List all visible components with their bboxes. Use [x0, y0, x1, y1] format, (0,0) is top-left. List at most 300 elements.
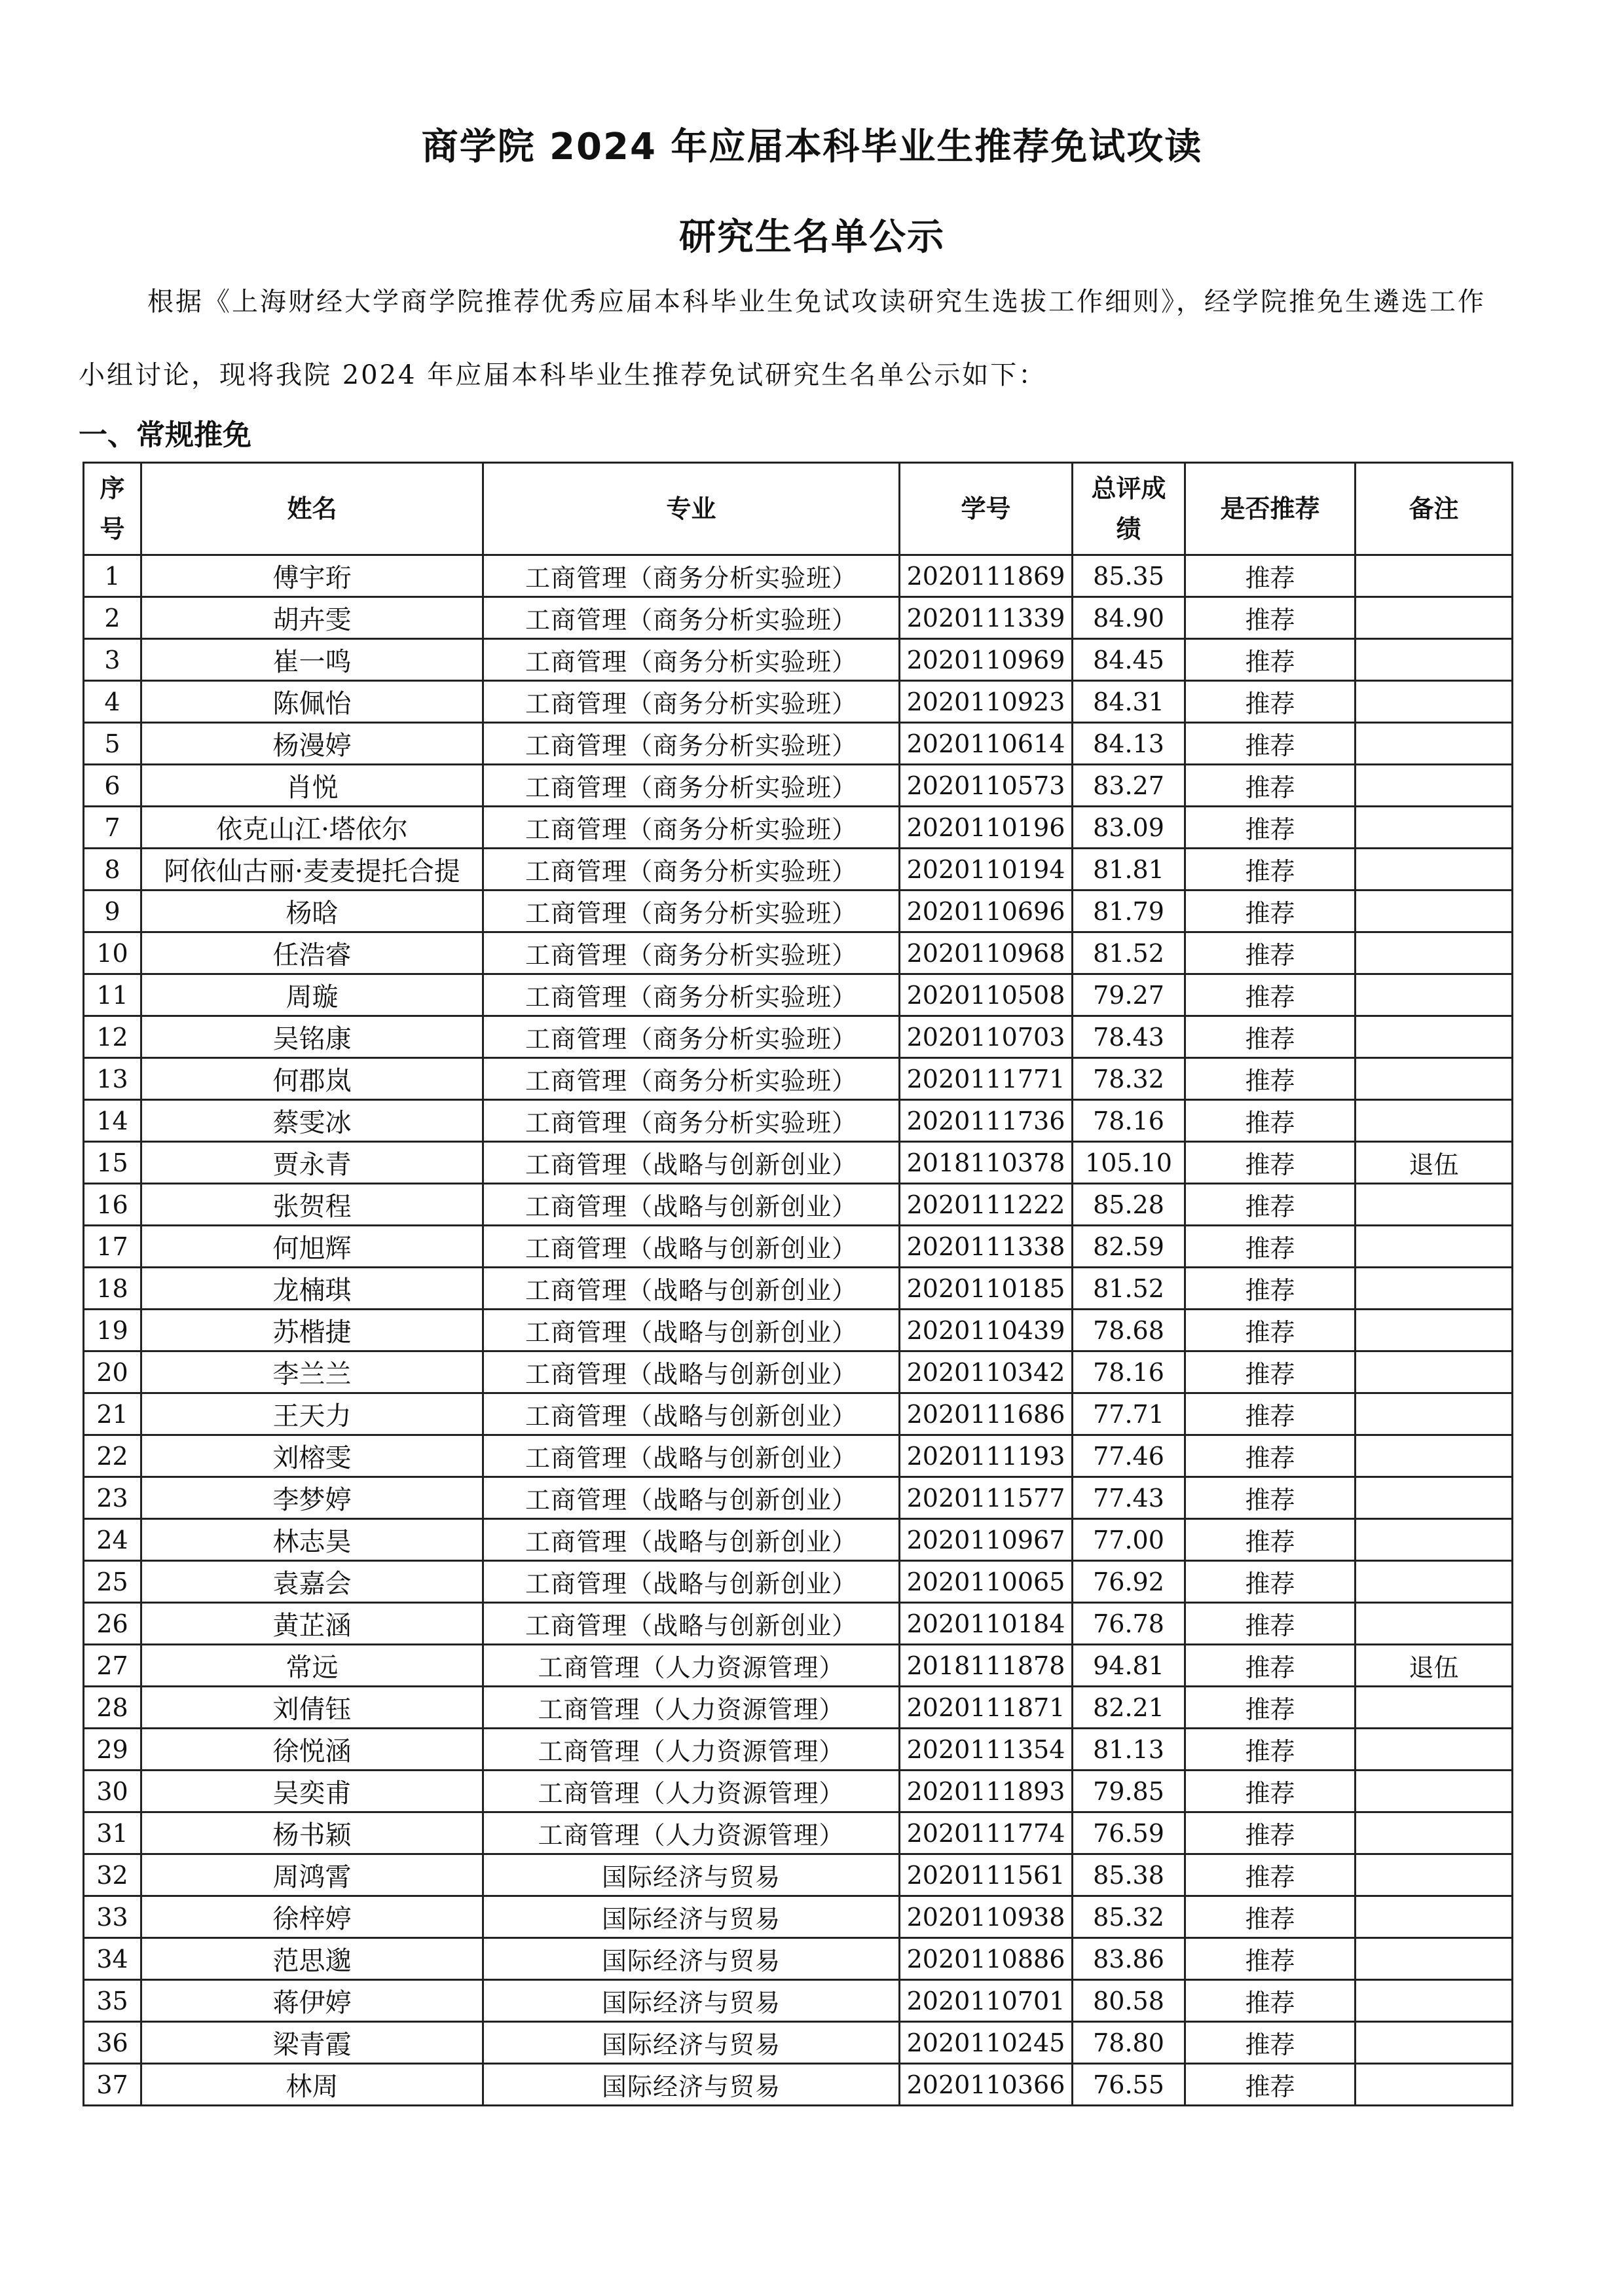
cell-recommended: 推荐	[1185, 2064, 1356, 2106]
cell-score: 85.28	[1073, 1184, 1185, 1226]
cell-score: 76.78	[1073, 1603, 1185, 1645]
table-row	[84, 890, 1513, 932]
cell-recommended: 推荐	[1185, 1184, 1356, 1226]
cell-name: 贾永青	[141, 1142, 483, 1184]
table-row	[84, 1268, 1513, 1310]
cell-remark	[1356, 1184, 1513, 1226]
cell-major: 国际经济与贸易	[483, 1896, 900, 1938]
cell-remark	[1356, 555, 1513, 597]
cell-remark	[1356, 1812, 1513, 1854]
cell-index: 19	[84, 1310, 141, 1351]
cell-score: 76.92	[1073, 1561, 1185, 1603]
cell-name: 刘榕雯	[141, 1435, 483, 1477]
cell-major: 工商管理（商务分析实验班）	[483, 849, 900, 890]
cell-recommended: 推荐	[1185, 723, 1356, 765]
cell-score: 78.43	[1073, 1016, 1185, 1058]
cell-remark	[1356, 1058, 1513, 1100]
cell-recommended: 推荐	[1185, 1812, 1356, 1854]
cell-student-id: 2020110065	[900, 1561, 1073, 1603]
table-row	[84, 1058, 1513, 1100]
cell-major: 工商管理（商务分析实验班）	[483, 681, 900, 723]
cell-recommended: 推荐	[1185, 1771, 1356, 1812]
cell-index: 4	[84, 681, 141, 723]
cell-major: 工商管理（商务分析实验班）	[483, 639, 900, 681]
cell-major: 国际经济与贸易	[483, 1854, 900, 1896]
table-row	[84, 1435, 1513, 1477]
cell-remark	[1356, 974, 1513, 1016]
cell-name: 蒋伊婷	[141, 1980, 483, 2022]
cell-student-id: 2020111869	[900, 555, 1073, 597]
cell-recommended: 推荐	[1185, 1016, 1356, 1058]
intro-paragraph: 根据《上海财经大学商学院推荐优秀应届本科毕业生免试攻读研究生选拔工作细则》，经学院推免生遴选工作小组讨论，现将我院 2024 年应届本科毕业生推荐免试研究生名单公示如下：	[79, 287, 1486, 390]
cell-name: 黄芷涵	[141, 1603, 483, 1645]
cell-score: 83.86	[1073, 1938, 1185, 1980]
cell-remark	[1356, 1561, 1513, 1603]
header-score: 总评成绩	[1073, 463, 1185, 555]
cell-major: 工商管理（人力资源管理）	[483, 1645, 900, 1687]
cell-recommended: 推荐	[1185, 1477, 1356, 1519]
cell-student-id: 2020111893	[900, 1771, 1073, 1812]
cell-remark	[1356, 1519, 1513, 1561]
cell-index: 32	[84, 1854, 141, 1896]
cell-student-id: 2020111774	[900, 1812, 1073, 1854]
cell-student-id: 2020110185	[900, 1268, 1073, 1310]
cell-recommended: 推荐	[1185, 1519, 1356, 1561]
cell-major: 工商管理（战略与创新创业）	[483, 1226, 900, 1268]
table-row	[84, 681, 1513, 723]
cell-recommended: 推荐	[1185, 1980, 1356, 2022]
document-title-line2: 研究生名单公示	[679, 216, 945, 259]
table-row	[84, 1645, 1513, 1687]
cell-major: 工商管理（人力资源管理）	[483, 1687, 900, 1729]
cell-recommended: 推荐	[1185, 1268, 1356, 1310]
cell-remark	[1356, 1016, 1513, 1058]
table-row	[84, 807, 1513, 849]
cell-major: 工商管理（人力资源管理）	[483, 1812, 900, 1854]
cell-index: 10	[84, 932, 141, 974]
cell-student-id: 2020110968	[900, 932, 1073, 974]
cell-student-id: 2020111222	[900, 1184, 1073, 1226]
cell-recommended: 推荐	[1185, 1603, 1356, 1645]
cell-remark	[1356, 1351, 1513, 1393]
cell-index: 7	[84, 807, 141, 849]
cell-major: 工商管理（战略与创新创业）	[483, 1603, 900, 1645]
cell-index: 27	[84, 1645, 141, 1687]
document-title-line1: 商学院 2024 年应届本科毕业生推荐免试攻读	[421, 126, 1203, 168]
cell-recommended: 推荐	[1185, 1435, 1356, 1477]
cell-student-id: 2020110245	[900, 2022, 1073, 2064]
cell-score: 85.32	[1073, 1896, 1185, 1938]
cell-score: 81.81	[1073, 849, 1185, 890]
cell-recommended: 推荐	[1185, 890, 1356, 932]
cell-student-id: 2020110614	[900, 723, 1073, 765]
cell-score: 77.43	[1073, 1477, 1185, 1519]
cell-major: 工商管理（商务分析实验班）	[483, 555, 900, 597]
header-index: 序号	[84, 463, 141, 555]
cell-student-id: 2020111736	[900, 1100, 1073, 1142]
cell-major: 工商管理（商务分析实验班）	[483, 807, 900, 849]
cell-recommended: 推荐	[1185, 1226, 1356, 1268]
cell-remark	[1356, 1268, 1513, 1310]
cell-recommended: 推荐	[1185, 1896, 1356, 1938]
table-row	[84, 849, 1513, 890]
header-major: 专业	[483, 463, 900, 555]
cell-remark	[1356, 681, 1513, 723]
cell-recommended: 推荐	[1185, 1645, 1356, 1687]
cell-name: 徐悦涵	[141, 1729, 483, 1771]
header-remark: 备注	[1356, 463, 1513, 555]
cell-recommended: 推荐	[1185, 1854, 1356, 1896]
table-row	[84, 1477, 1513, 1519]
cell-index: 5	[84, 723, 141, 765]
table-row	[84, 1226, 1513, 1268]
cell-index: 26	[84, 1603, 141, 1645]
cell-index: 21	[84, 1393, 141, 1435]
cell-index: 23	[84, 1477, 141, 1519]
cell-remark	[1356, 1477, 1513, 1519]
table-row	[84, 1561, 1513, 1603]
cell-index: 25	[84, 1561, 141, 1603]
cell-index: 20	[84, 1351, 141, 1393]
cell-major: 工商管理（战略与创新创业）	[483, 1435, 900, 1477]
cell-score: 77.46	[1073, 1435, 1185, 1477]
cell-recommended: 推荐	[1185, 932, 1356, 974]
cell-index: 30	[84, 1771, 141, 1812]
cell-student-id: 2020110194	[900, 849, 1073, 890]
cell-major: 工商管理（商务分析实验班）	[483, 974, 900, 1016]
cell-name: 吴铭康	[141, 1016, 483, 1058]
cell-remark	[1356, 1226, 1513, 1268]
cell-major: 工商管理（战略与创新创业）	[483, 1268, 900, 1310]
cell-major: 工商管理（战略与创新创业）	[483, 1351, 900, 1393]
cell-student-id: 2020110923	[900, 681, 1073, 723]
cell-recommended: 推荐	[1185, 1687, 1356, 1729]
cell-score: 79.27	[1073, 974, 1185, 1016]
cell-index: 35	[84, 1980, 141, 2022]
cell-remark	[1356, 1729, 1513, 1771]
cell-remark	[1356, 639, 1513, 681]
cell-index: 13	[84, 1058, 141, 1100]
cell-name: 吴奕甫	[141, 1771, 483, 1812]
cell-index: 9	[84, 890, 141, 932]
cell-student-id: 2020111871	[900, 1687, 1073, 1729]
cell-index: 22	[84, 1435, 141, 1477]
cell-student-id: 2020110938	[900, 1896, 1073, 1938]
cell-remark	[1356, 1435, 1513, 1477]
cell-recommended: 推荐	[1185, 1938, 1356, 1980]
cell-score: 105.10	[1073, 1142, 1185, 1184]
cell-remark	[1356, 807, 1513, 849]
cell-remark: 退伍	[1356, 1645, 1513, 1687]
cell-student-id: 2020110969	[900, 639, 1073, 681]
cell-index: 1	[84, 555, 141, 597]
cell-recommended: 推荐	[1185, 597, 1356, 639]
cell-score: 81.13	[1073, 1729, 1185, 1771]
table-row	[84, 1393, 1513, 1435]
cell-student-id: 2020110184	[900, 1603, 1073, 1645]
cell-remark	[1356, 2022, 1513, 2064]
table-row	[84, 1184, 1513, 1226]
cell-student-id: 2020110701	[900, 1980, 1073, 2022]
cell-recommended: 推荐	[1185, 2022, 1356, 2064]
cell-remark	[1356, 1896, 1513, 1938]
cell-student-id: 2020110696	[900, 890, 1073, 932]
cell-major: 国际经济与贸易	[483, 2064, 900, 2106]
table-row	[84, 1310, 1513, 1351]
cell-name: 蔡雯冰	[141, 1100, 483, 1142]
cell-recommended: 推荐	[1185, 1100, 1356, 1142]
cell-major: 国际经济与贸易	[483, 2022, 900, 2064]
cell-recommended: 推荐	[1185, 765, 1356, 807]
table-row	[84, 1812, 1513, 1854]
cell-score: 82.21	[1073, 1687, 1185, 1729]
cell-index: 11	[84, 974, 141, 1016]
cell-recommended: 推荐	[1185, 1351, 1356, 1393]
table-row	[84, 555, 1513, 597]
cell-student-id: 2020111577	[900, 1477, 1073, 1519]
cell-name: 杨晗	[141, 890, 483, 932]
cell-score: 78.16	[1073, 1100, 1185, 1142]
table-row	[84, 1896, 1513, 1938]
cell-name: 阿依仙古丽·麦麦提托合提	[141, 849, 483, 890]
cell-name: 胡卉雯	[141, 597, 483, 639]
cell-remark	[1356, 1393, 1513, 1435]
cell-recommended: 推荐	[1185, 1058, 1356, 1100]
cell-name: 李兰兰	[141, 1351, 483, 1393]
cell-index: 31	[84, 1812, 141, 1854]
table-row	[84, 723, 1513, 765]
cell-name: 周璇	[141, 974, 483, 1016]
cell-remark	[1356, 890, 1513, 932]
table-row	[84, 1016, 1513, 1058]
cell-name: 李梦婷	[141, 1477, 483, 1519]
cell-major: 工商管理（商务分析实验班）	[483, 765, 900, 807]
cell-student-id: 2020111193	[900, 1435, 1073, 1477]
cell-name: 龙楠琪	[141, 1268, 483, 1310]
cell-score: 84.13	[1073, 723, 1185, 765]
cell-student-id: 2020110439	[900, 1310, 1073, 1351]
cell-index: 17	[84, 1226, 141, 1268]
table-row	[84, 639, 1513, 681]
recommendation-table	[83, 462, 1513, 2106]
cell-score: 76.55	[1073, 2064, 1185, 2106]
cell-name: 杨书颖	[141, 1812, 483, 1854]
cell-name: 袁嘉会	[141, 1561, 483, 1603]
table-row	[84, 932, 1513, 974]
table-row	[84, 2064, 1513, 2106]
cell-index: 28	[84, 1687, 141, 1729]
cell-score: 77.00	[1073, 1519, 1185, 1561]
cell-student-id: 2020110196	[900, 807, 1073, 849]
cell-student-id: 2020110366	[900, 2064, 1073, 2106]
cell-student-id: 2020111339	[900, 597, 1073, 639]
cell-remark	[1356, 932, 1513, 974]
table-row	[84, 1980, 1513, 2022]
cell-name: 范思邈	[141, 1938, 483, 1980]
cell-index: 12	[84, 1016, 141, 1058]
cell-score: 79.85	[1073, 1771, 1185, 1812]
cell-name: 常远	[141, 1645, 483, 1687]
cell-recommended: 推荐	[1185, 1142, 1356, 1184]
cell-student-id: 2020110508	[900, 974, 1073, 1016]
cell-name: 傅宇珩	[141, 555, 483, 597]
cell-recommended: 推荐	[1185, 639, 1356, 681]
cell-name: 何郡岚	[141, 1058, 483, 1100]
cell-recommended: 推荐	[1185, 974, 1356, 1016]
cell-index: 18	[84, 1268, 141, 1310]
section-title: 一、常规推免	[79, 418, 251, 452]
cell-major: 工商管理（战略与创新创业）	[483, 1477, 900, 1519]
cell-score: 76.59	[1073, 1812, 1185, 1854]
cell-name: 张贺程	[141, 1184, 483, 1226]
cell-recommended: 推荐	[1185, 1729, 1356, 1771]
table-row	[84, 2022, 1513, 2064]
cell-recommended: 推荐	[1185, 1393, 1356, 1435]
cell-remark	[1356, 1771, 1513, 1812]
cell-student-id: 2018111878	[900, 1645, 1073, 1687]
cell-index: 15	[84, 1142, 141, 1184]
cell-student-id: 2020111686	[900, 1393, 1073, 1435]
cell-score: 83.09	[1073, 807, 1185, 849]
table-row	[84, 1100, 1513, 1142]
table-row	[84, 765, 1513, 807]
cell-major: 工商管理（战略与创新创业）	[483, 1519, 900, 1561]
cell-name: 何旭辉	[141, 1226, 483, 1268]
cell-score: 85.35	[1073, 555, 1185, 597]
cell-name: 王天力	[141, 1393, 483, 1435]
cell-index: 33	[84, 1896, 141, 1938]
cell-index: 24	[84, 1519, 141, 1561]
cell-major: 工商管理（商务分析实验班）	[483, 597, 900, 639]
cell-name: 周鸿霄	[141, 1854, 483, 1896]
table-body	[84, 555, 1513, 2106]
cell-index: 8	[84, 849, 141, 890]
cell-recommended: 推荐	[1185, 849, 1356, 890]
cell-student-id: 2020111338	[900, 1226, 1073, 1268]
cell-score: 81.52	[1073, 932, 1185, 974]
cell-index: 29	[84, 1729, 141, 1771]
cell-name: 苏楷捷	[141, 1310, 483, 1351]
cell-student-id: 2020110342	[900, 1351, 1073, 1393]
cell-index: 3	[84, 639, 141, 681]
cell-index: 14	[84, 1100, 141, 1142]
cell-student-id: 2020110967	[900, 1519, 1073, 1561]
cell-major: 工商管理（战略与创新创业）	[483, 1184, 900, 1226]
cell-student-id: 2018110378	[900, 1142, 1073, 1184]
cell-major: 工商管理（商务分析实验班）	[483, 723, 900, 765]
cell-major: 工商管理（商务分析实验班）	[483, 890, 900, 932]
cell-major: 国际经济与贸易	[483, 1980, 900, 2022]
header-recommended: 是否推荐	[1185, 463, 1356, 555]
cell-student-id: 2020111561	[900, 1854, 1073, 1896]
cell-score: 94.81	[1073, 1645, 1185, 1687]
cell-name: 陈佩怡	[141, 681, 483, 723]
cell-remark	[1356, 597, 1513, 639]
cell-index: 16	[84, 1184, 141, 1226]
cell-name: 梁青霞	[141, 2022, 483, 2064]
cell-remark	[1356, 1100, 1513, 1142]
cell-score: 84.31	[1073, 681, 1185, 723]
cell-score: 84.45	[1073, 639, 1185, 681]
cell-major: 工商管理（商务分析实验班）	[483, 1058, 900, 1100]
cell-index: 36	[84, 2022, 141, 2064]
cell-remark	[1356, 849, 1513, 890]
cell-index: 34	[84, 1938, 141, 1980]
table-header-row	[84, 463, 1513, 555]
cell-remark	[1356, 1687, 1513, 1729]
cell-score: 81.52	[1073, 1268, 1185, 1310]
cell-score: 81.79	[1073, 890, 1185, 932]
cell-score: 78.68	[1073, 1310, 1185, 1351]
cell-recommended: 推荐	[1185, 1561, 1356, 1603]
cell-student-id: 2020110886	[900, 1938, 1073, 1980]
cell-student-id: 2020111771	[900, 1058, 1073, 1100]
cell-remark	[1356, 2064, 1513, 2106]
cell-major: 工商管理（战略与创新创业）	[483, 1310, 900, 1351]
table-row	[84, 1519, 1513, 1561]
cell-score: 78.80	[1073, 2022, 1185, 2064]
cell-recommended: 推荐	[1185, 807, 1356, 849]
cell-name: 肖悦	[141, 765, 483, 807]
table-row	[84, 1729, 1513, 1771]
cell-major: 工商管理（人力资源管理）	[483, 1729, 900, 1771]
cell-major: 工商管理（战略与创新创业）	[483, 1393, 900, 1435]
cell-score: 82.59	[1073, 1226, 1185, 1268]
cell-major: 工商管理（商务分析实验班）	[483, 1016, 900, 1058]
table-row	[84, 597, 1513, 639]
cell-name: 徐梓婷	[141, 1896, 483, 1938]
cell-name: 林志昊	[141, 1519, 483, 1561]
table-row	[84, 1938, 1513, 1980]
cell-recommended: 推荐	[1185, 555, 1356, 597]
cell-index: 37	[84, 2064, 141, 2106]
table-row	[84, 974, 1513, 1016]
cell-remark	[1356, 723, 1513, 765]
cell-remark	[1356, 1854, 1513, 1896]
cell-score: 80.58	[1073, 1980, 1185, 2022]
cell-score: 77.71	[1073, 1393, 1185, 1435]
header-name: 姓名	[141, 463, 483, 555]
table-row	[84, 1687, 1513, 1729]
cell-name: 任浩睿	[141, 932, 483, 974]
cell-student-id: 2020110573	[900, 765, 1073, 807]
cell-remark	[1356, 765, 1513, 807]
cell-remark: 退伍	[1356, 1142, 1513, 1184]
cell-name: 林周	[141, 2064, 483, 2106]
cell-major: 工商管理（战略与创新创业）	[483, 1561, 900, 1603]
cell-score: 78.16	[1073, 1351, 1185, 1393]
table-row	[84, 1603, 1513, 1645]
cell-index: 6	[84, 765, 141, 807]
cell-remark	[1356, 1310, 1513, 1351]
cell-recommended: 推荐	[1185, 1310, 1356, 1351]
cell-name: 杨漫婷	[141, 723, 483, 765]
table-row	[84, 1142, 1513, 1184]
cell-student-id: 2020110703	[900, 1016, 1073, 1058]
cell-major: 工商管理（战略与创新创业）	[483, 1142, 900, 1184]
cell-student-id: 2020111354	[900, 1729, 1073, 1771]
cell-major: 工商管理（商务分析实验班）	[483, 932, 900, 974]
header-student-id: 学号	[900, 463, 1073, 555]
cell-score: 84.90	[1073, 597, 1185, 639]
cell-score: 85.38	[1073, 1854, 1185, 1896]
cell-score: 78.32	[1073, 1058, 1185, 1100]
table-row	[84, 1351, 1513, 1393]
table-row	[84, 1771, 1513, 1812]
cell-score: 83.27	[1073, 765, 1185, 807]
table-row	[84, 1854, 1513, 1896]
cell-remark	[1356, 1603, 1513, 1645]
